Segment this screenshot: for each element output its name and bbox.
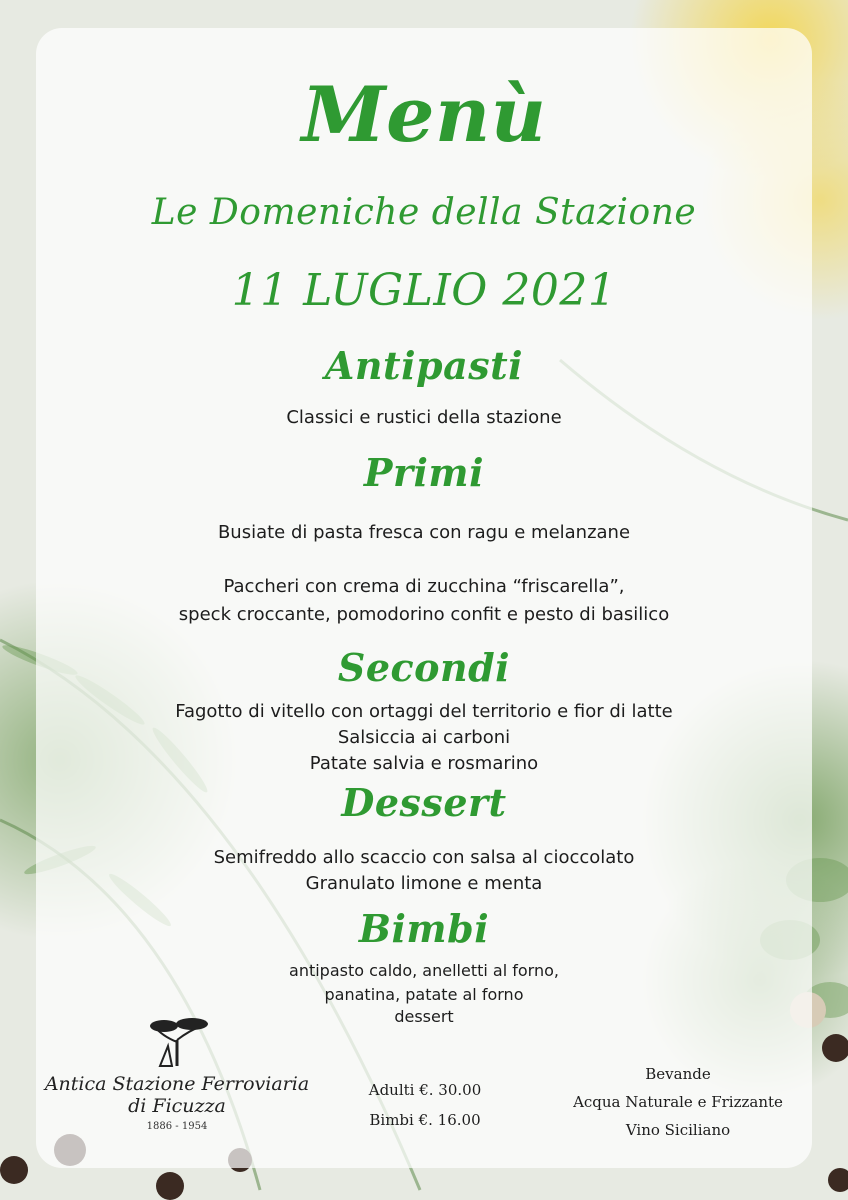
section-title-antipasti: Antipasti (324, 343, 524, 388)
price-kids: Bimbi €. 16.00 (369, 1111, 481, 1129)
menu-date: 11 LUGLIO 2021 (231, 265, 617, 316)
tree-station-icon (142, 1018, 212, 1068)
dessert-item-1: Semifreddo allo scaccio con salsa al cioccolato (213, 847, 635, 868)
section-title-primi: Primi (363, 450, 485, 495)
section-title-secondi: Secondi (337, 645, 511, 690)
primi-item-2-line1: Paccheri con crema di zucchina “friscarella”, (223, 576, 625, 597)
drinks-block (548, 1060, 808, 1144)
section-title-bimbi: Bimbi (358, 906, 490, 951)
logo-name-line2: di Ficuzza (128, 1095, 226, 1117)
secondi-item-2: Salsiccia ai carboni (337, 727, 511, 748)
primi-item-2-line2: speck croccante, pomodorino confit e pesto di basilico (178, 604, 670, 625)
drinks-line-2: Vino Siciliano (625, 1121, 731, 1139)
logo-years: 1886 - 1954 (146, 1121, 208, 1132)
bimbi-line-1: antipasto caldo, anelletti al forno, (289, 961, 559, 980)
station-logo (38, 1018, 316, 1138)
primi-item-1: Busiate di pasta fresca con ragu e melanzane (217, 522, 631, 543)
menu-title: Menù (301, 70, 547, 159)
section-title-dessert: Dessert (341, 780, 507, 825)
drinks-line-1: Acqua Naturale e Frizzante (573, 1093, 783, 1111)
secondi-item-1: Fagotto di vitello con ortaggi del territorio e fior di latte (175, 701, 673, 722)
antipasti-item: Classici e rustici della stazione (286, 407, 562, 428)
menu-subtitle: Le Domeniche della Stazione (151, 192, 697, 233)
drinks-title: Bevande (645, 1065, 711, 1083)
logo-name-line1: Antica Stazione Ferroviaria (44, 1073, 310, 1095)
prices-block (330, 1075, 520, 1135)
secondi-item-3: Patate salvia e rosmarino (309, 753, 539, 774)
dessert-item-2: Granulato limone e menta (305, 873, 543, 894)
bimbi-line-2: panatina, patate al forno (324, 985, 524, 1004)
price-adults: Adulti €. 30.00 (368, 1081, 482, 1099)
bimbi-line-3: dessert (394, 1007, 454, 1026)
